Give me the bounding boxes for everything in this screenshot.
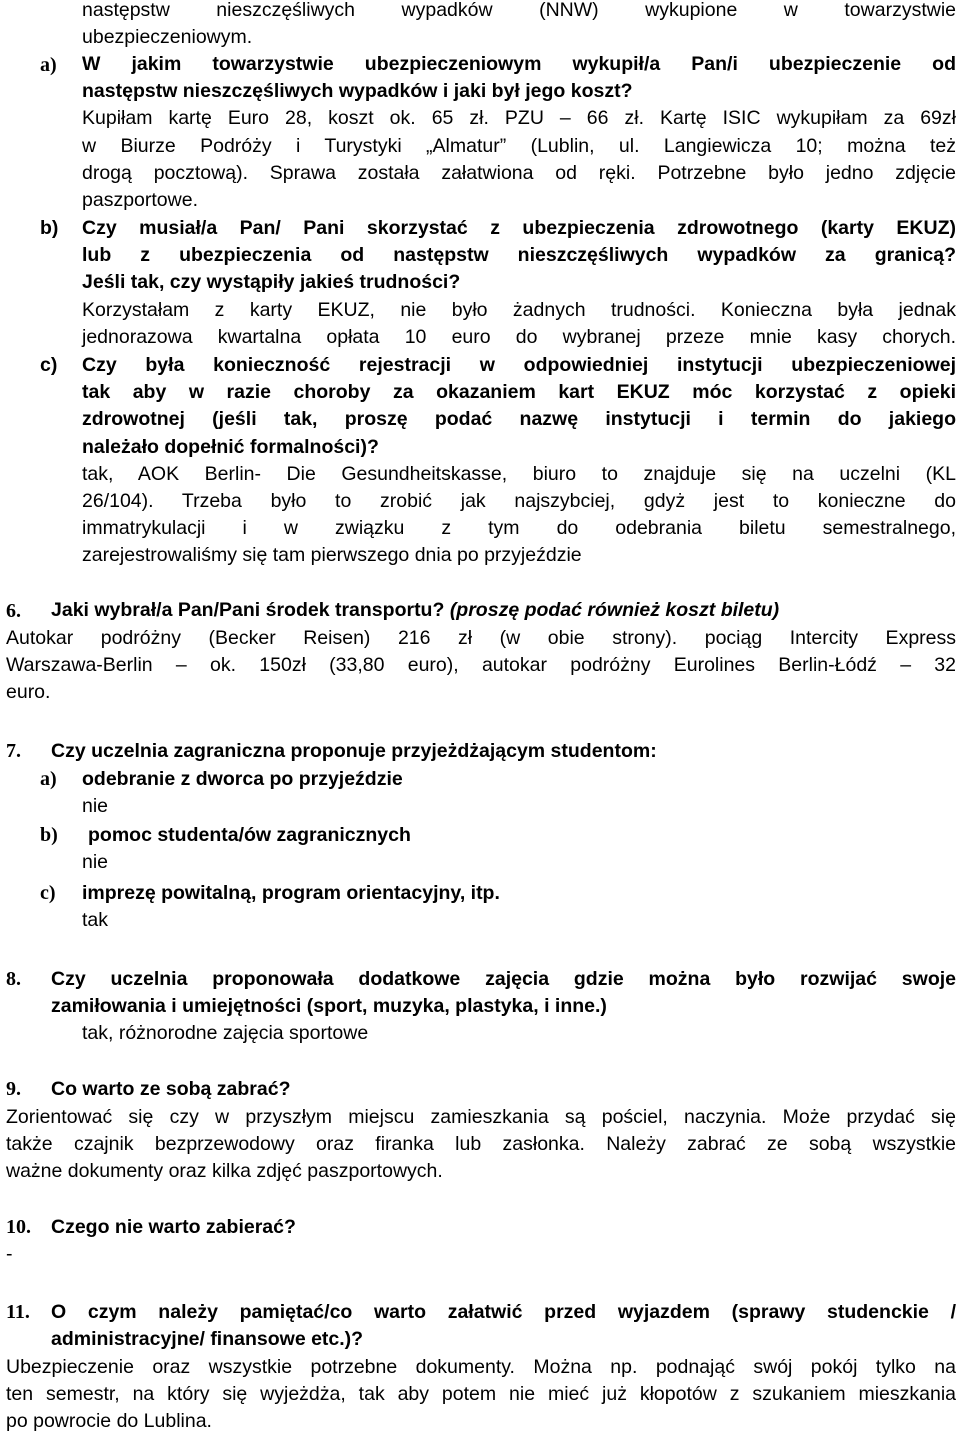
- option-b-text: pomoc studenta/ów zagranicznych: [88, 824, 411, 846]
- question-line: O czym należy pamiętać/co warto załatwić przed wyjazdem (sprawy studenckie /: [51, 1301, 956, 1323]
- answer-line: jednorazowa kwartalna opłata 10 euro do wybranej przeze mnie kasy chorych.: [82, 325, 956, 348]
- question-8: [51, 966, 956, 1020]
- text-line: ubezpieczeniowym.: [82, 26, 253, 49]
- question-line: Jeśli tak, czy wystąpiły jakieś trudności?: [82, 271, 461, 294]
- answer-line: tak, AOK Berlin- Die Gesundheitskasse, biuro to znajduje się na uczelni (KL: [82, 462, 956, 485]
- question-line: tak aby w razie choroby za okazaniem kart EKUZ móc korzystać z opieki: [82, 381, 956, 404]
- answer-line: Korzystałam z karty EKUZ, nie było żadnych trudności. Konieczna była jednak: [82, 298, 956, 321]
- text-line: następstw nieszczęśliwych wypadków (NNW) wykupione w towarzystwie: [82, 0, 956, 21]
- answer-line: po powrocie do Lublina.: [6, 1410, 212, 1433]
- answer-line: paszportowe.: [82, 189, 198, 212]
- item-label-c: c): [40, 354, 58, 376]
- option-a-text: odebranie z dworca po przyjeździe: [82, 768, 403, 790]
- answer-line: także czajnik bezprzewodowy oraz firanka lub zasłonka. Należy zabrać ze sobą wszystkie: [6, 1133, 956, 1156]
- question-line: zdrowotnej (jeśli tak, proszę podać nazwę instytucji i termin do jakiego: [82, 408, 956, 431]
- question-number-10: 10.: [6, 1216, 31, 1238]
- question-number-11: 11.: [6, 1301, 30, 1323]
- answer-line: w Biurze Podróży i Turystyki „Almatur” (Lublin, ul. Langiewicza 10; można też: [82, 134, 956, 157]
- question-9: Co warto ze sobą zabrać?: [51, 1078, 291, 1100]
- option-b-answer: nie: [82, 851, 109, 873]
- continuation-paragraph: [82, 0, 956, 51]
- answer-6: [6, 625, 956, 707]
- question-a: [82, 51, 956, 214]
- question-number-8: 8.: [6, 968, 21, 990]
- question-c: [82, 352, 956, 570]
- answer-8: tak, różnorodne zajęcia sportowe: [82, 1022, 369, 1044]
- answer-line: ważne dokumenty oraz kilka zdjęć paszportowych.: [6, 1160, 443, 1183]
- option-label-b: b): [40, 824, 58, 846]
- question-line: lub z ubezpieczenia od następstw nieszczęśliwych wypadków za granicą?: [82, 244, 956, 267]
- answer-line: euro.: [6, 681, 51, 704]
- question-line: administracyjne/ finansowe etc.)?: [51, 1328, 364, 1351]
- item-label-a: a): [40, 54, 57, 76]
- question-line: W jakim towarzystwie ubezpieczeniowym wykupił/a Pan/i ubezpieczenie od: [82, 53, 956, 75]
- option-label-a: a): [40, 768, 57, 790]
- question-6: [51, 597, 779, 624]
- question-number-6: 6.: [6, 600, 21, 622]
- answer-line: 26/104). Trzeba było to zrobić jak najszybciej, gdyż jest to konieczne do: [82, 490, 956, 513]
- question-number-9: 9.: [6, 1078, 21, 1100]
- question-line: Czy uczelnia proponowała dodatkowe zajęcia gdzie można było rozwijać swoje: [51, 968, 956, 990]
- question-line: zamiłowania i umiejętności (sport, muzyka, plastyka, i inne.): [51, 995, 607, 1018]
- question-note: (proszę podać również koszt biletu): [449, 599, 780, 621]
- question-7: Czy uczelnia zagraniczna proponuje przyjeżdżającym studentom:: [51, 740, 657, 762]
- answer-line: Warszawa-Berlin – ok. 150zł (33,80 euro), autokar podróżny Eurolines Berlin-Łódź – 32: [6, 654, 956, 677]
- answer-10: -: [6, 1243, 13, 1265]
- answer-line: Ubezpieczenie oraz wszystkie potrzebne dokumenty. Można np. podnająć swój pokój tylko na: [6, 1356, 956, 1378]
- item-label-b: b): [40, 217, 59, 239]
- question-text: Jaki wybrał/a Pan/Pani środek transportu?: [51, 599, 445, 621]
- question-number-7: 7.: [6, 740, 21, 762]
- answer-line: zarejestrowaliśmy się tam pierwszego dnia po przyjeździe: [82, 544, 582, 567]
- question-b: [82, 215, 956, 351]
- question-line: należało dopełnić formalności)?: [82, 435, 379, 458]
- option-a-answer: nie: [82, 795, 109, 817]
- answer-line: Zorientować się czy w przyszłym miejscu zamieszkania są pościel, naczynia. Może przydać się: [6, 1106, 956, 1128]
- question-10: Czego nie warto zabierać?: [51, 1216, 296, 1238]
- answer-line: Kupiłam kartę Euro 28, koszt ok. 65 zł. PZU – 66 zł. Kartę ISIC wykupiłam za 69zł: [82, 107, 956, 130]
- answer-line: immatrykulacji i w związku z tym do odebrania biletu semestralnego,: [82, 517, 956, 540]
- answer-line: ten semestr, na który się wyjeżdża, tak aby potem nie mieć już kłopotów z szukaniem mieszkania: [6, 1383, 956, 1406]
- answer-11: [6, 1354, 956, 1436]
- question-11: [51, 1299, 956, 1353]
- answer-line: drogą pocztową). Sprawa została załatwiona od ręki. Potrzebne było jedno zdjęcie: [82, 161, 956, 184]
- question-line: Czy była konieczność rejestracji w odpowiedniej instytucji ubezpieczeniowej: [82, 354, 956, 376]
- question-line: następstw nieszczęśliwych wypadków i jaki był jego koszt?: [82, 80, 633, 103]
- answer-9: [6, 1104, 956, 1186]
- option-label-c: c): [40, 882, 56, 904]
- question-line: Czy musiał/a Pan/ Pani skorzystać z ubezpieczenia zdrowotnego (karty EKUZ): [82, 217, 956, 239]
- answer-line: Autokar podróżny (Becker Reisen) 216 zł (w obie strony). pociąg Intercity Express: [6, 627, 956, 649]
- option-c-text: imprezę powitalną, program orientacyjny, itp.: [82, 882, 500, 904]
- option-c-answer: tak: [82, 909, 109, 931]
